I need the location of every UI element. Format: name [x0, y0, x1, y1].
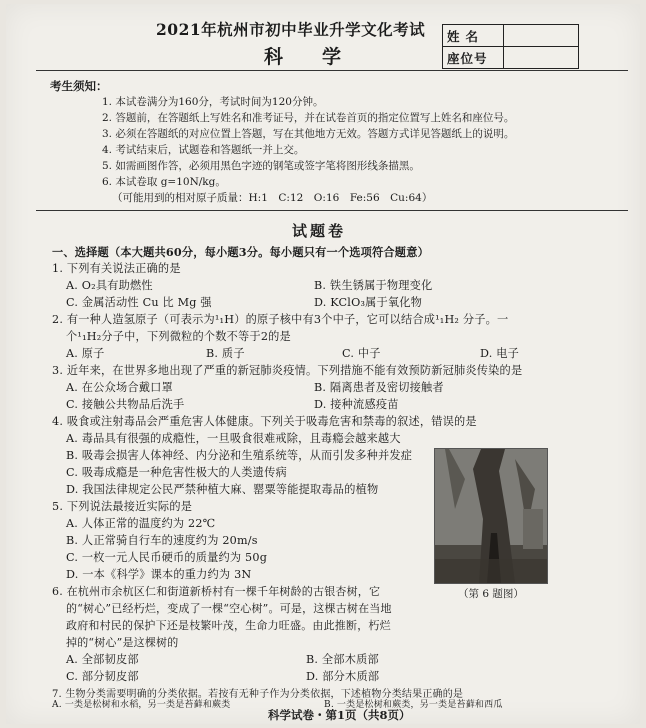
question-4-option-d: D. 我国法律规定公民严禁种植大麻、罂粟等能提取毒品的植物 [66, 483, 379, 496]
question-6-stem-cont: 的“树心”已经朽烂，变成了一棵“空心树”。可是，这棵古树在当地 [66, 602, 392, 615]
question-1-option-c: C. 金属活动性 Cu 比 Mg 强 [66, 296, 212, 309]
question-1-option-d: D. KClO₃属于氧化物 [314, 296, 423, 309]
question-2-stem: 2. 有一种人造氢原子（可表示为¹₁H）的原子核中有3个中子，它可以结合成¹₁H₂ 分子。一 [52, 313, 509, 326]
question-5-option-a: A. 人体正常的温度约为 22℃ [66, 517, 216, 530]
exam-title: 2021年杭州市初中毕业升学文化考试 [156, 20, 426, 39]
header-divider [36, 70, 628, 71]
question-2-option-c: C. 中子 [342, 347, 381, 360]
question-4-option-a: A. 毒品具有很强的成瘾性，一旦吸食很难戒除，且毒瘾会越来越大 [66, 432, 401, 445]
question-6-option-b: B. 全部木质部 [306, 653, 379, 666]
question-6-option-d: D. 部分木质部 [306, 670, 380, 683]
question-3-stem: 3. 近年来，在世界多地出现了严重的新冠肺炎疫情。下列措施不能有效预防新冠肺炎传染的是 [52, 364, 523, 377]
subject-title: 科 学 [264, 46, 352, 68]
question-1-stem: 1. 下列有关说法正确的是 [52, 262, 181, 275]
notice-heading: 考生须知： [50, 79, 108, 93]
figure-caption: （第 6 题图） [458, 588, 524, 600]
seat-field[interactable] [504, 47, 579, 69]
ginkgo-tree-photo [434, 448, 548, 584]
question-6-option-a: A. 全部韧皮部 [66, 653, 139, 666]
question-7-option-b: B. 一类是松树和蕨类，另一类是苔藓和西瓜 [324, 700, 503, 710]
page-footer: 科学试卷・第1页（共8页） [268, 708, 411, 722]
tree-illustration [435, 449, 547, 583]
question-3-option-d: D. 接种流感疫苗 [314, 398, 399, 411]
question-3-option-a: A. 在公众场合戴口罩 [66, 381, 173, 394]
notice-item: 5. 如需画图作答，必须用黑色字迹的钢笔或签字笔将图形线条描黑。 [102, 160, 420, 172]
name-label: 姓名 [443, 25, 504, 47]
exam-page [6, 4, 640, 724]
question-5-option-b: B. 人正常骑自行车的速度约为 20m/s [66, 534, 258, 547]
name-seat-table [442, 24, 579, 69]
question-3-option-c: C. 接触公共物品后洗手 [66, 398, 185, 411]
question-3-option-b: B. 隔离患者及密切接触者 [314, 381, 444, 394]
question-2-stem-cont: 个¹₁H₂分子中，下列微粒的个数不等于2的是 [66, 330, 291, 343]
question-7-stem: 7. 生物分类需要明确的分类依据。若按有无种子作为分类依据，下述植物分类结果正确的是 [52, 689, 464, 700]
question-2-option-d: D. 电子 [480, 347, 520, 360]
question-2-option-b: B. 质子 [206, 347, 245, 360]
question-6-option-c: C. 部分韧皮部 [66, 670, 139, 683]
question-6-stem: 6. 在杭州市余杭区仁和街道新桥村有一棵千年树龄的古银杏树，它 [52, 585, 381, 598]
notice-divider [36, 210, 628, 211]
section-title: 试题卷 [292, 222, 347, 240]
question-5-option-d: D. 一本《科学》课本的重力约为 3N [66, 568, 252, 581]
question-6-stem-cont: 政府和村民的保护下还是枝繁叶茂，生命力旺盛。由此推断，朽烂 [66, 619, 391, 632]
question-7-option-a: A. 一类是松树和水稻，另一类是苔藓和蕨类 [52, 700, 231, 710]
question-6-stem-cont: 掉的“树心”是这棵树的 [66, 636, 179, 649]
question-5-option-c: C. 一枚一元人民币硬币的质量约为 50g [66, 551, 268, 564]
notice-item: 3. 必须在答题纸的对应位置上答题，写在其他地方无效。答题方式详见答题纸上的说明。 [102, 128, 515, 140]
seat-label: 座位号 [443, 47, 504, 69]
question-4-option-c: C. 吸毒成瘾是一种危害性极大的人类遗传病 [66, 466, 287, 479]
notice-item: 1. 本试卷满分为160分，考试时间为120分钟。 [102, 96, 324, 108]
notice-item: 2. 答题前，在答题纸上写姓名和准考证号，并在试卷首页的指定位置写上姓名和座位号。 [102, 112, 515, 124]
section-heading: 一、选择题（本大题共60分，每小题3分。每小题只有一个选项符合题意） [52, 245, 429, 259]
notice-item: 4. 考试结束后，试题卷和答题纸一并上交。 [102, 144, 305, 156]
question-4-stem: 4. 吸食或注射毒品会严重危害人体健康。下列关于吸毒危害和禁毒的叙述，错误的是 [52, 415, 477, 428]
notice-item: 6. 本试卷取 g=10N/kg。 [102, 176, 226, 188]
question-1-option-a: A. O₂具有助燃性 [66, 279, 153, 292]
question-2-option-a: A. 原子 [66, 347, 105, 360]
atomic-mass-note: （可能用到的相对原子质量：H:1 C:12 O:16 Fe:56 Cu:64） [112, 192, 433, 204]
question-5-stem: 5. 下列说法最接近实际的是 [52, 500, 193, 513]
question-1-option-b: B. 铁生锈属于物理变化 [314, 279, 433, 292]
question-4-option-b: B. 吸毒会损害人体神经、内分泌和生殖系统等，从而引发多种并发症 [66, 449, 413, 462]
name-field[interactable] [504, 25, 579, 47]
